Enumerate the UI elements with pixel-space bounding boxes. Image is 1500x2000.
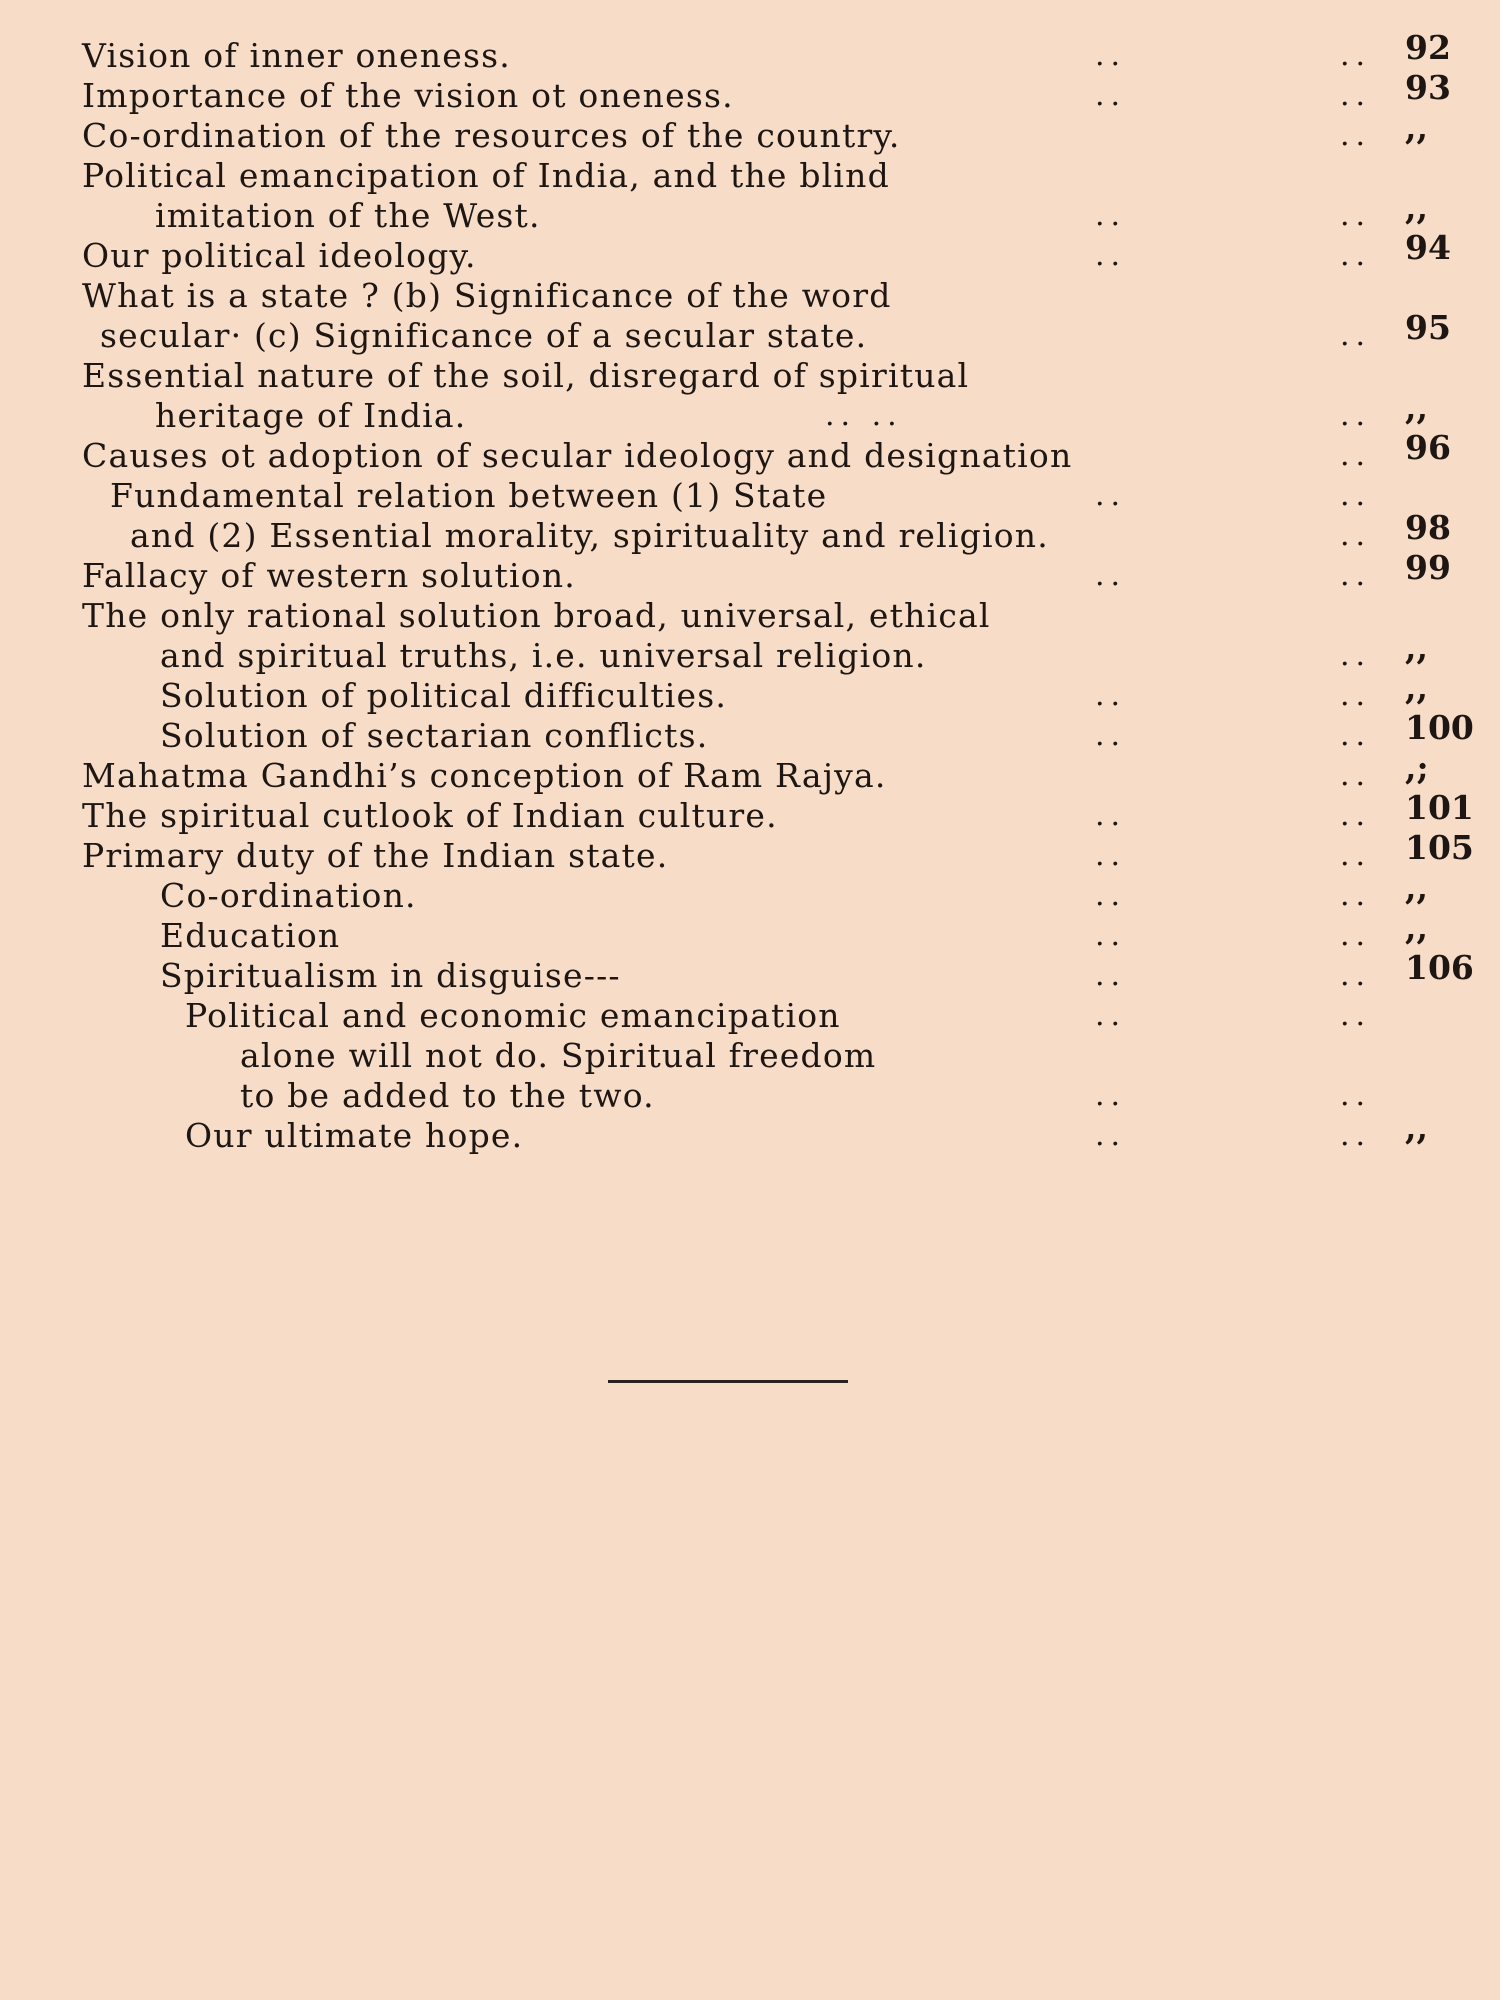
toc-entry-text: Vision of inner oneness. bbox=[82, 36, 511, 75]
toc-entry-text: secular· (c) Significance of a secular state. bbox=[100, 316, 868, 355]
toc-page-number: 93 bbox=[1405, 68, 1451, 107]
toc-entry-text: Essential nature of the soil, disregard of spiritual bbox=[82, 356, 970, 395]
toc-entry-text: Fallacy of western solution. bbox=[82, 556, 576, 595]
toc-leader-dots: .. bbox=[1340, 438, 1372, 473]
toc-leader-dots: .. bbox=[1340, 1078, 1372, 1113]
toc-leader-dots: .. bbox=[1340, 238, 1372, 273]
toc-leader-dots: .. bbox=[1340, 878, 1372, 913]
toc-entry-text: Causes ot adoption of secular ideology and designation bbox=[82, 436, 1073, 475]
toc-leader-dots: .. bbox=[1340, 518, 1372, 553]
toc-leader-dots: .. bbox=[1095, 558, 1127, 593]
toc-entry-text: Our political ideology. bbox=[82, 236, 477, 275]
toc-entry-text: Fundamental relation between (1) State bbox=[110, 476, 828, 515]
toc-leader-dots: .. bbox=[1340, 798, 1372, 833]
toc-leader-dots: .. bbox=[1340, 1118, 1372, 1153]
toc-entry-text: Solution of political difficulties. bbox=[160, 676, 728, 715]
toc-page-number: 92 bbox=[1405, 28, 1451, 67]
toc-leader-dots: .. bbox=[1340, 78, 1372, 113]
toc-leader-dots: .. bbox=[1340, 838, 1372, 873]
toc-entry-text: Our ultimate hope. bbox=[185, 1116, 524, 1155]
toc-leader-dots: .. bbox=[1340, 718, 1372, 753]
toc-page-number: ,; bbox=[1405, 748, 1429, 787]
toc-entry-text: Spiritualism in disguise--- bbox=[160, 956, 621, 995]
toc-leader-dots: .. bbox=[1095, 1078, 1127, 1113]
toc-leader-dots: .. bbox=[1340, 478, 1372, 513]
toc-page-number: ,, bbox=[1405, 628, 1428, 667]
toc-leader-dots: .. bbox=[1340, 558, 1372, 593]
toc-page-number: ,, bbox=[1405, 188, 1428, 227]
toc-leader-dots: .. bbox=[1095, 918, 1127, 953]
toc-entry-text: Mahatma Gandhi’s conception of Ram Rajya. bbox=[82, 756, 887, 795]
toc-entry-text: Primary duty of the Indian state. bbox=[82, 836, 669, 875]
toc-leader-dots: .. bbox=[1340, 38, 1372, 73]
toc-page-number: 106 bbox=[1405, 948, 1474, 987]
toc-leader-dots: .. bbox=[1340, 958, 1372, 993]
toc-leader-dots: .. bbox=[1095, 238, 1127, 273]
toc-page-number: ,, bbox=[1405, 908, 1428, 947]
toc-leader-dots: .. bbox=[1340, 198, 1372, 233]
toc-entry-text: Importance of the vision ot oneness. bbox=[82, 76, 734, 115]
toc-leader-dots: .. bbox=[1095, 198, 1127, 233]
toc-page-number: ,, bbox=[1405, 388, 1428, 427]
toc-entry-text: alone will not do. Spiritual freedom bbox=[240, 1036, 877, 1075]
toc-leader-dots: .. bbox=[1095, 838, 1127, 873]
toc-entry-text: Political and economic emancipation bbox=[185, 996, 841, 1035]
toc-leader-dots: .. bbox=[1340, 678, 1372, 713]
toc-page-number: 94 bbox=[1405, 228, 1451, 267]
toc-entry-text: Political emancipation of India, and the blind bbox=[82, 156, 890, 195]
toc-entry-text: to be added to the two. bbox=[240, 1076, 655, 1115]
toc-leader-dots: .. bbox=[1095, 678, 1127, 713]
toc-page-number: 100 bbox=[1405, 708, 1474, 747]
toc-page-number: 99 bbox=[1405, 548, 1451, 587]
toc-leader-dots: .. bbox=[1095, 998, 1127, 1033]
toc-entry-text: What is a state ? (b) Significance of the word bbox=[82, 276, 892, 315]
toc-page-number: 95 bbox=[1405, 308, 1451, 347]
toc-entry-text: Education bbox=[160, 916, 341, 955]
toc-leader-dots: .. bbox=[1095, 878, 1127, 913]
toc-leader-dots: .. bbox=[1095, 478, 1127, 513]
toc-leader-dots: .. bbox=[1095, 718, 1127, 753]
toc-entry-text: Solution of sectarian conflicts. bbox=[160, 716, 709, 755]
toc-page-number: ,, bbox=[1405, 1108, 1428, 1147]
toc-entry-text: Co-ordination of the resources of the country. bbox=[82, 116, 901, 155]
toc-entry-text: The spiritual cutlook of Indian culture. bbox=[82, 796, 778, 835]
toc-page-number: ,, bbox=[1405, 108, 1428, 147]
section-divider bbox=[608, 1380, 848, 1383]
toc-page-number: 98 bbox=[1405, 508, 1451, 547]
toc-leader-dots: .. bbox=[1095, 798, 1127, 833]
toc-entry-text: The only rational solution broad, universal, ethical bbox=[82, 596, 991, 635]
toc-entry-text: Co-ordination. bbox=[160, 876, 417, 915]
toc-leader-dots: .. bbox=[1095, 38, 1127, 73]
toc-page-number: 105 bbox=[1405, 828, 1474, 867]
toc-leader-dots: .. bbox=[1340, 918, 1372, 953]
toc-entry-text: and spiritual truths, i.e. universal religion. bbox=[160, 636, 927, 675]
toc-leader-dots: .. bbox=[1340, 638, 1372, 673]
toc-entry-text: imitation of the West. bbox=[155, 196, 541, 235]
toc-page-number: ,, bbox=[1405, 668, 1428, 707]
toc-page-number: 101 bbox=[1405, 788, 1474, 827]
toc-leader-dots: .. bbox=[1340, 318, 1372, 353]
toc-page-number: ,, bbox=[1405, 868, 1428, 907]
toc-leader-dots: .. bbox=[1340, 118, 1372, 153]
toc-leader-dots: .. bbox=[1095, 958, 1127, 993]
toc-leader-dots: .. bbox=[1340, 998, 1372, 1033]
toc-leader-dots: .. bbox=[1340, 398, 1372, 433]
toc-leader-dots: .. bbox=[1095, 78, 1127, 113]
toc-leader-dots: .. bbox=[1095, 1118, 1127, 1153]
toc-leader-dots: .. .. bbox=[825, 398, 903, 433]
toc-leader-dots: .. bbox=[1340, 758, 1372, 793]
toc-entry-text: and (2) Essential morality, spirituality and religion. bbox=[130, 516, 1049, 555]
toc-entry-text: heritage of India. bbox=[155, 396, 467, 435]
toc-page-number: 96 bbox=[1405, 428, 1451, 467]
